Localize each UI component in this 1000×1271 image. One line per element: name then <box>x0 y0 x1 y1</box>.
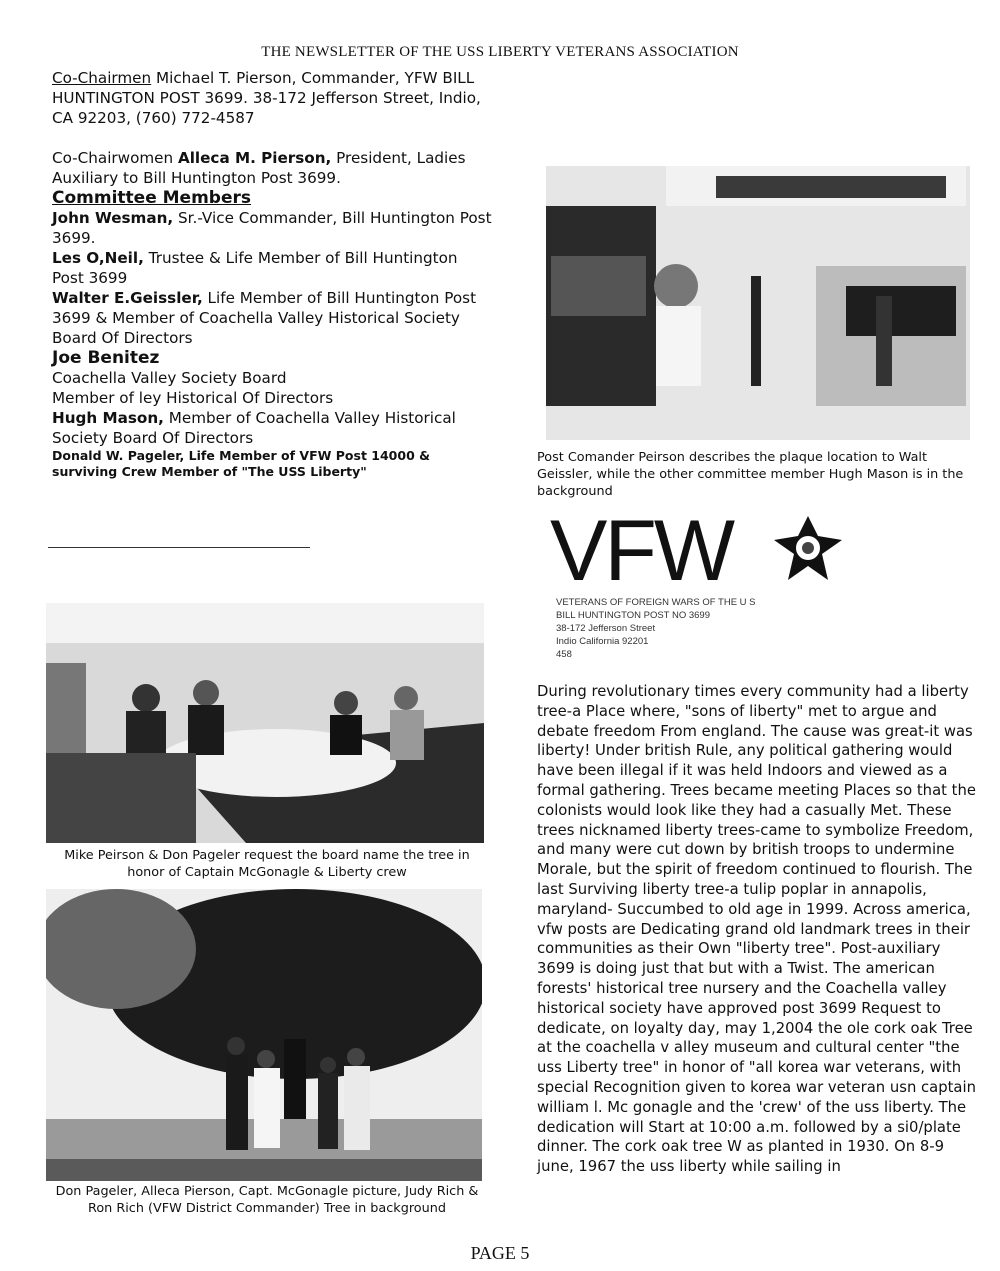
co-chairmen-paragraph <box>52 68 492 128</box>
member-joe-benitez-line1: Coachella Valley Society Board <box>52 369 287 387</box>
member-john-wesman <box>52 208 492 248</box>
member-name: Les O,Neil, <box>52 249 144 267</box>
board-meeting-photo <box>46 603 484 843</box>
vfw-line-5: 458 <box>556 649 572 660</box>
member-text: Sr.-Vice Commander, Bill Huntington Post 3699. <box>52 209 492 247</box>
vfw-cross-icon <box>772 514 844 586</box>
member-name: Walter E.Geissler, <box>52 289 203 307</box>
vfw-line-4: Indio California 92201 <box>556 636 649 647</box>
section-divider <box>48 547 310 548</box>
committee-block <box>52 68 492 480</box>
vfw-logo-text: VFW <box>550 503 733 599</box>
vfw-line-1: VETERANS OF FOREIGN WARS OF THE U S <box>556 597 756 608</box>
co-chairwomen-paragraph <box>52 148 492 188</box>
liberty-tree-caption: Don Pageler, Alleca Pierson, Capt. McGonagle picture, Judy Rich & Ron Rich (VFW District Commander) Tree in background <box>55 1184 479 1216</box>
vfw-letterhead <box>556 596 756 661</box>
member-donald-pageler <box>52 448 492 480</box>
co-chairwomen-text: President, Ladies Auxiliary to Bill Huntington Post 3699. <box>52 149 466 187</box>
member-name: John Wesman, <box>52 209 174 227</box>
member-walter-geissler <box>52 288 492 348</box>
plaque-caption: Post Comander Peirson describes the plaque location to Walt Geissler, while the other committee member Hugh Mason is in the background <box>537 450 964 499</box>
committee-members-heading: Committee Members <box>52 188 252 208</box>
member-les-oneil <box>52 248 492 288</box>
co-chairwomen-prefix: Co-Chairwomen <box>52 149 178 167</box>
member-name: Donald W. Pageler, <box>52 448 185 463</box>
co-chairmen-label: Co-Chairmen <box>52 69 152 87</box>
liberty-tree-photo <box>46 889 482 1181</box>
member-text: Life Member of Bill Huntington Post 3699 & Member of Coachella Valley Historical Society Board Of Directors <box>52 289 477 347</box>
board-meeting-caption: Mike Peirson & Don Pageler request the board name the tree in honor of Captain McGonagle & Liberty crew <box>64 848 470 880</box>
newsletter-header: THE NEWSLETTER OF THE USS LIBERTY VETERANS ASSOCIATION <box>261 44 739 60</box>
article-body: During revolutionary times every community had a liberty tree-a Place where, "sons of liberty" met to argue and debate freedom From england. The cause was great-it was liberty! Under british Rule, any political gathering would have been illegal if it was held Indoors and viewed as a formal gathering. Trees became meeting Places so that the colonists would look like they had a casually Met. These trees nicknamed liberty trees-came to symbolize Freedom, and many were cut down by british troops to undermine Morale, but the spirit of freedom continued to flourish. The last Surviving liberty tree-a tulip poplar in annapolis, maryland- Succumbed to old age in 1999. Across america, vfw posts are Dedicating grand old landmark trees in their communities as their Own "liberty tree". Post-auxiliary 3699 is doing just that but with a Twist. The american forests' historical tree nursery and the Coachella valley historical society have approved post 3699 Request to dedicate, on loyalty day, may 1,2004 the ole cork oak Tree at the coachella v alley museum and cultural center "the uss Liberty tree" in honor of "all korea war veterans, with special Recognition given to korea war veteran usn captain william l. Mc gonagle and the 'crew' of the uss liberty. The dedication will Start at 10:00 a.m. followed by a si0/plate dinner. The cork oak tree W as planted in 1930. On 8-9 june, 1967 the uss liberty while sailing in <box>537 683 976 1176</box>
member-text: Member of Coachella Valley Historical Society Board Of Directors <box>52 409 456 447</box>
page-number: PAGE 5 <box>470 1243 530 1263</box>
member-joe-benitez-line2: Member of ley Historical Of Directors <box>52 389 334 407</box>
plaque-photo <box>546 166 970 440</box>
member-text: Trustee & Life Member of Bill Huntington Post 3699 <box>52 249 458 287</box>
member-hugh-mason <box>52 408 492 448</box>
member-text: Life Member of VFW Post 14000 & surviving Crew Member of "The USS Liberty" <box>52 448 431 479</box>
member-joe-benitez-name: Joe Benitez <box>52 348 160 368</box>
vfw-line-2: BILL HUNTINGTON POST NO 3699 <box>556 610 710 621</box>
vfw-line-3: 38-172 Jefferson Street <box>556 623 656 634</box>
co-chairwomen-name: Alleca M. Pierson, <box>177 149 332 167</box>
co-chairmen-text: Michael T. Pierson, Commander, YFW BILL HUNTINGTON POST 3699. 38-172 Jefferson Street, Indio, CA 92203, (760) 772-4587 <box>52 69 481 127</box>
member-name: Hugh Mason, <box>52 409 164 427</box>
